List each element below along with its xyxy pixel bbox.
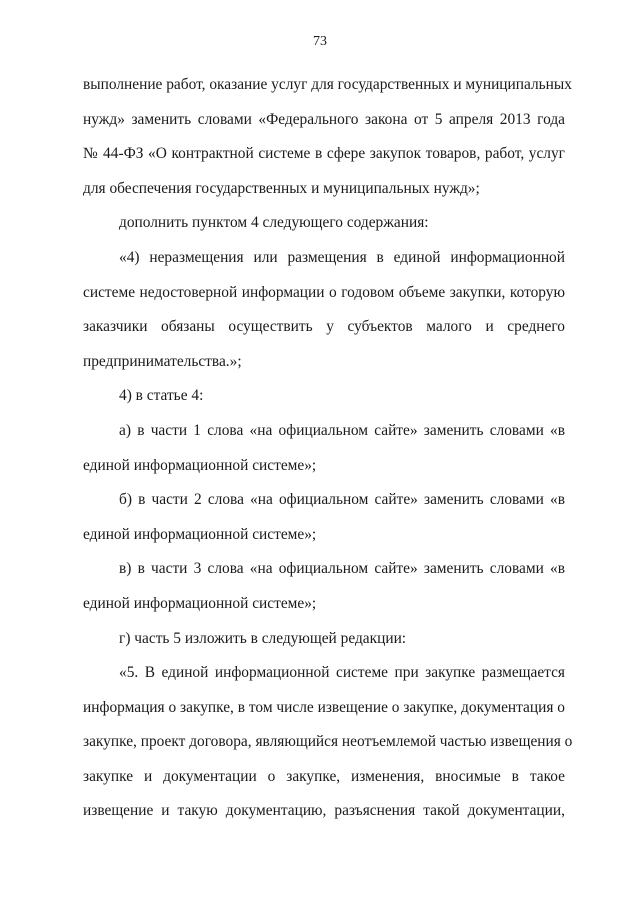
- text-line: «5. В единой информационной системе при закупке размещается: [119, 664, 565, 682]
- text-line: «4) неразмещения или размещения в единой информационной: [119, 248, 565, 266]
- text-line: закупке, проект договора, являющийся неотъемлемой частью извещения о: [83, 733, 573, 751]
- text-line: единой информационной системе»;: [83, 456, 317, 474]
- paragraph: [83, 622, 565, 657]
- document-body: [83, 68, 573, 829]
- paragraph: [83, 241, 565, 379]
- text-line: б) в части 2 слова «на официальном сайте» заменить словами «в: [119, 491, 565, 509]
- text-line: № 44-ФЗ «О контрактной системе в сфере закупок товаров, работ, услуг: [83, 145, 565, 163]
- text-line: единой информационной системе»;: [83, 525, 317, 543]
- paragraph: [83, 414, 565, 483]
- text-line: нужд» заменить словами «Федерального закона от 5 апреля 2013 года: [83, 110, 565, 128]
- text-line: в) в части 3 слова «на официальном сайте» заменить словами «в: [119, 560, 565, 578]
- text-line: для обеспечения государственных и муниципальных нужд»;: [83, 179, 480, 197]
- text-line: дополнить пунктом 4 следующего содержания:: [119, 214, 429, 232]
- text-line: предпринимательства.»;: [83, 352, 242, 370]
- text-line: извещение и такую документацию, разъяснения такой документации,: [83, 802, 565, 820]
- text-line: 4) в статье 4:: [119, 387, 204, 405]
- text-line: системе недостоверной информации о годовом объеме закупки, которую: [83, 283, 565, 301]
- paragraph: [83, 379, 565, 414]
- text-line: выполнение работ, оказание услуг для государственных и муниципальных: [83, 76, 572, 93]
- paragraph: [83, 552, 565, 621]
- text-line: единой информационной системе»;: [83, 594, 317, 612]
- text-line: закупке и документации о закупке, изменения, вносимые в такое: [83, 767, 565, 785]
- text-line: а) в части 1 слова «на официальном сайте» заменить словами «в: [119, 421, 565, 439]
- page-number: 73: [313, 34, 327, 49]
- text-line: информация о закупке, в том числе извещение о закупке, документация о: [83, 698, 565, 716]
- paragraph: [83, 206, 565, 241]
- paragraph: [83, 68, 572, 206]
- text-line: заказчики обязаны осуществить у субъектов малого и среднего: [83, 318, 565, 336]
- paragraph: [83, 656, 573, 829]
- text-line: г) часть 5 изложить в следующей редакции:: [119, 629, 407, 647]
- paragraph: [83, 483, 565, 552]
